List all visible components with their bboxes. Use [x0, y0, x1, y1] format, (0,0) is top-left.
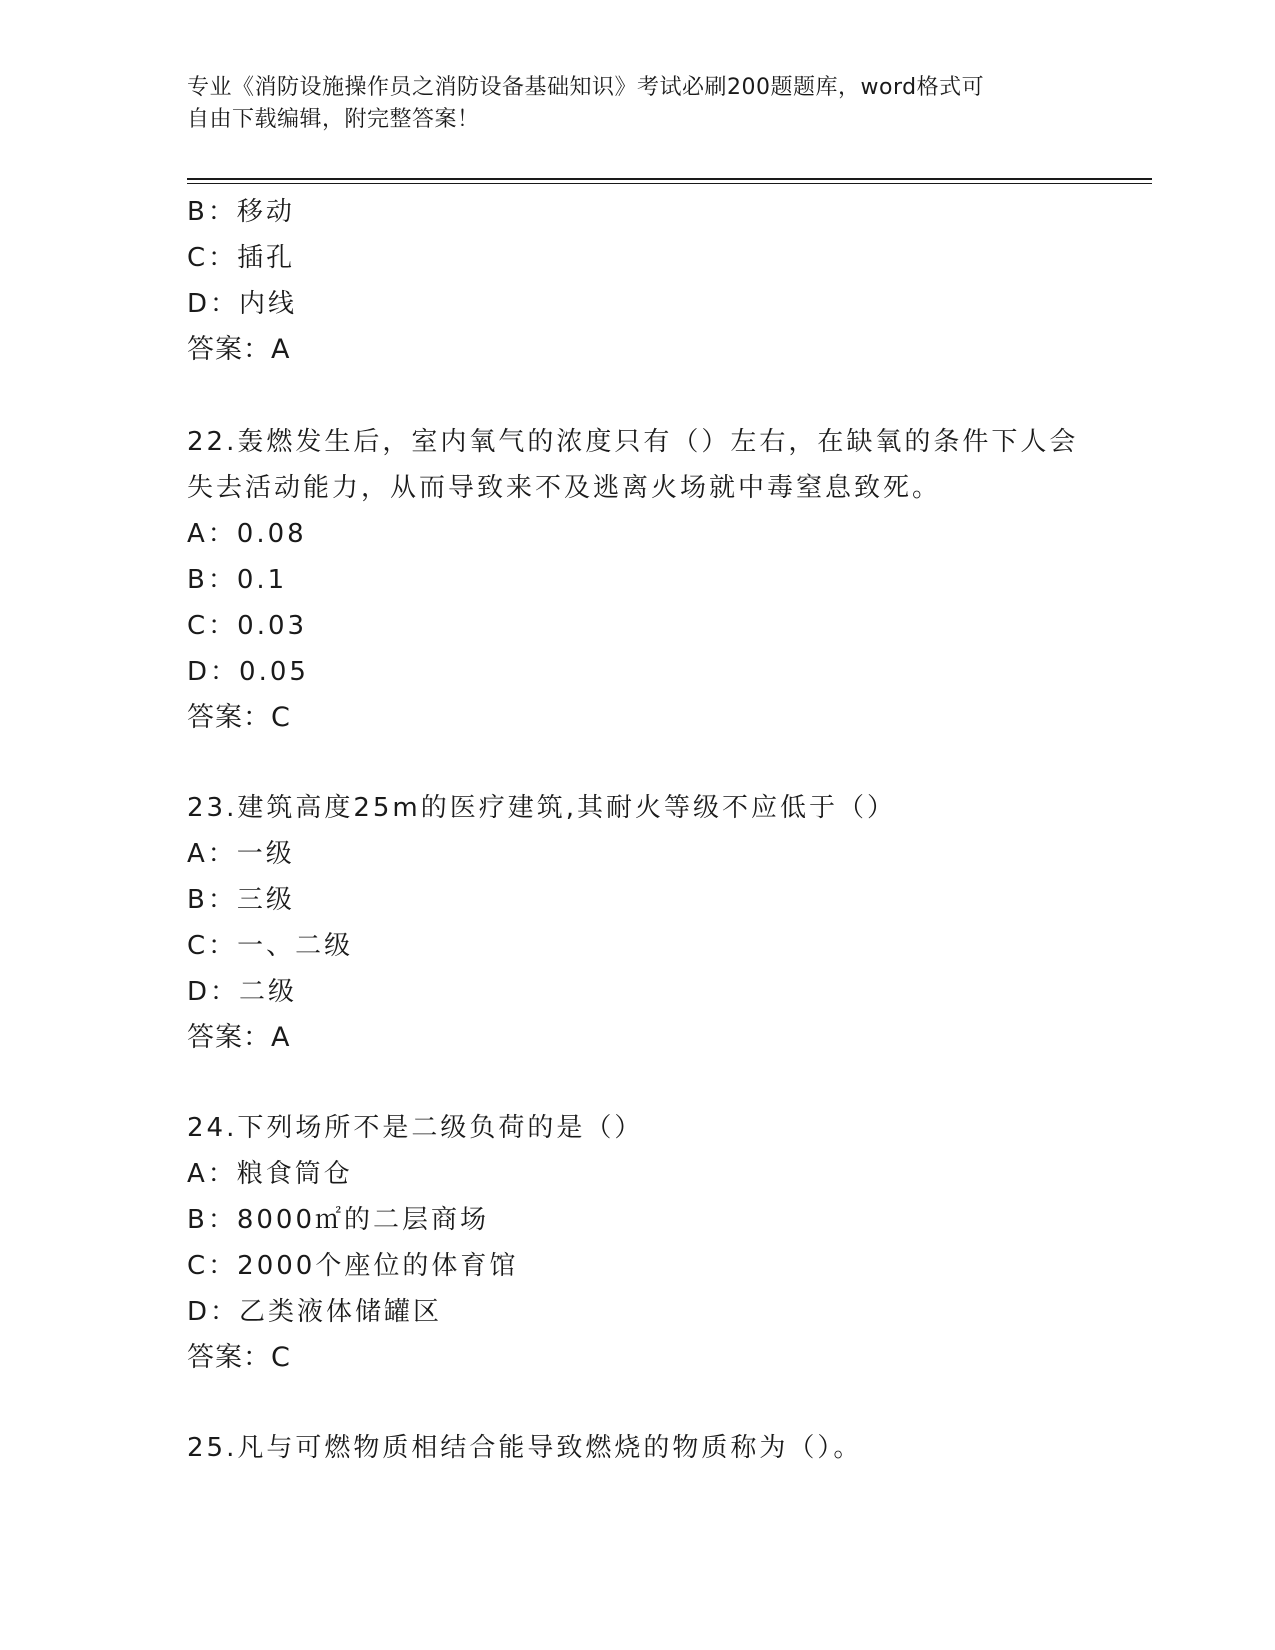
question-stem: 24.下列场所不是二级负荷的是（） — [187, 1113, 644, 1143]
answer: 答案：C — [187, 702, 291, 733]
answer: 答案：C — [187, 1342, 291, 1373]
answer: 答案：A — [187, 1022, 291, 1053]
spacer — [187, 373, 1087, 419]
option-d: D：内线 — [187, 289, 298, 319]
option-a: A：0.08 — [187, 519, 307, 549]
option-d: D：二级 — [187, 977, 298, 1007]
question-block-22 — [187, 419, 1087, 741]
question-block-21 — [187, 189, 1087, 373]
question-list — [187, 189, 1087, 1471]
option-c: C：0.03 — [187, 611, 308, 641]
option-b: B：移动 — [187, 197, 295, 227]
option-c: C：插孔 — [187, 243, 296, 273]
page-header — [187, 72, 1087, 136]
header-divider-thick — [187, 178, 1152, 180]
option-b: B：三级 — [187, 885, 295, 915]
question-stem: 22.轰燃发生后，室内氧气的浓度只有（）左右，在缺氧的条件下人会 — [187, 427, 1079, 457]
question-block-24 — [187, 1105, 1087, 1381]
spacer — [187, 741, 1087, 785]
question-block-23 — [187, 785, 1087, 1061]
option-a: A：一级 — [187, 839, 295, 869]
answer: 答案：A — [187, 334, 291, 365]
header-divider-thin — [187, 183, 1152, 184]
option-d: D：0.05 — [187, 657, 309, 687]
option-b: B：0.1 — [187, 565, 288, 595]
option-c: C：2000个座位的体育馆 — [187, 1251, 519, 1281]
header-line-1: 专业《消防设施操作员之消防设备基础知识》考试必刷200题题库，word格式可 — [187, 75, 985, 100]
question-block-25 — [187, 1425, 1087, 1471]
header-line-2: 自由下载编辑，附完整答案！ — [187, 107, 480, 132]
spacer — [187, 1381, 1087, 1425]
question-stem-continued: 失去活动能力，从而导致来不及逃离火场就中毒窒息致死。 — [187, 473, 942, 503]
option-c: C：一、二级 — [187, 931, 354, 961]
option-a: A：粮食筒仓 — [187, 1159, 353, 1189]
question-stem: 23.建筑高度25m的医疗建筑,其耐火等级不应低于（） — [187, 793, 897, 823]
option-b: B：8000㎡的二层商场 — [187, 1205, 490, 1235]
question-stem: 25.凡与可燃物质相结合能导致燃烧的物质称为（）。 — [187, 1433, 863, 1463]
spacer — [187, 1061, 1087, 1105]
option-d: D：乙类液体储罐区 — [187, 1297, 443, 1327]
